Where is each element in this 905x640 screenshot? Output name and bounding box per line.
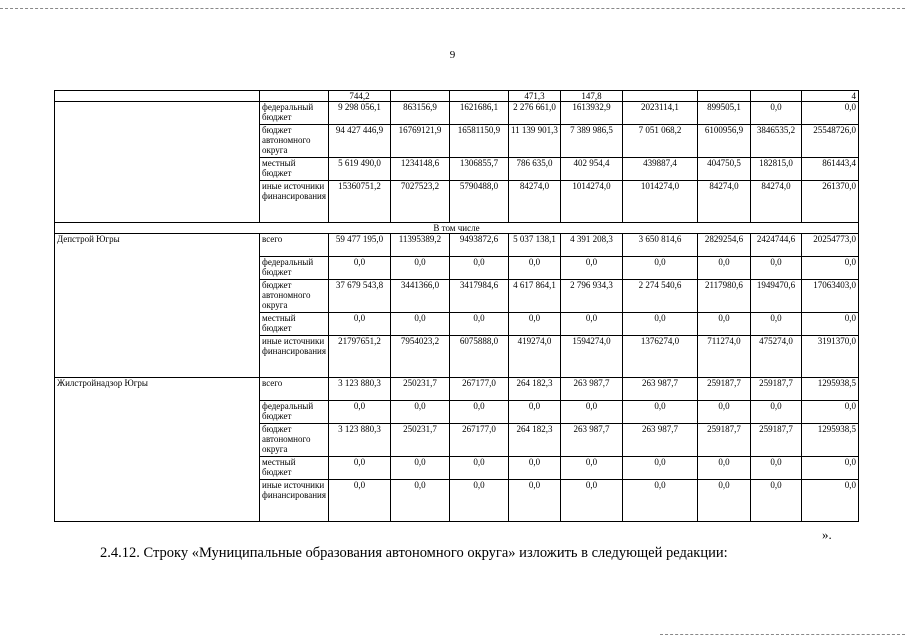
value-cell: 4 617 864,1 bbox=[508, 280, 560, 313]
value-cell: 0,0 bbox=[801, 457, 858, 480]
value-cell: 0,0 bbox=[560, 257, 622, 280]
value-cell: 3441366,0 bbox=[390, 280, 449, 313]
value-cell: 94 427 446,9 bbox=[328, 125, 390, 158]
value-cell: 261370,0 bbox=[801, 181, 858, 223]
value-cell: 0,0 bbox=[328, 257, 390, 280]
value-cell: 711274,0 bbox=[697, 336, 750, 378]
value-cell: 1949470,6 bbox=[750, 280, 801, 313]
value-cell: 1234148,6 bbox=[390, 158, 449, 181]
value-cell: 0,0 bbox=[328, 480, 390, 522]
value-cell: 0,0 bbox=[750, 257, 801, 280]
source-cell: местный бюджет bbox=[260, 158, 329, 181]
value-cell: 0,0 bbox=[801, 102, 858, 125]
value-cell: 863156,9 bbox=[390, 102, 449, 125]
value-cell: 1306855,7 bbox=[449, 158, 508, 181]
source-cell: бюджет автономного округа bbox=[260, 424, 329, 457]
value-cell: 5 037 138,1 bbox=[508, 234, 560, 257]
value-cell: 0,0 bbox=[560, 401, 622, 424]
value-cell: 3191370,0 bbox=[801, 336, 858, 378]
source-cell: федеральный бюджет bbox=[260, 257, 329, 280]
value-cell: 7 051 068,2 bbox=[622, 125, 697, 158]
closing-quote: ». bbox=[822, 527, 832, 542]
table-cell: 147,8 bbox=[560, 91, 622, 102]
value-cell: 2 276 661,0 bbox=[508, 102, 560, 125]
table-cell bbox=[697, 91, 750, 102]
value-cell: 0,0 bbox=[449, 257, 508, 280]
value-cell: 0,0 bbox=[328, 313, 390, 336]
value-cell: 7954023,2 bbox=[390, 336, 449, 378]
value-cell: 0,0 bbox=[508, 480, 560, 522]
source-cell: иные источники финансирования bbox=[260, 336, 329, 378]
value-cell: 259187,7 bbox=[697, 424, 750, 457]
value-cell: 0,0 bbox=[622, 457, 697, 480]
source-cell: иные источники финансирования bbox=[260, 181, 329, 223]
value-cell: 2117980,6 bbox=[697, 280, 750, 313]
value-cell: 0,0 bbox=[801, 401, 858, 424]
table-row bbox=[55, 102, 859, 125]
value-cell: 2 796 934,3 bbox=[560, 280, 622, 313]
value-cell: 786 635,0 bbox=[508, 158, 560, 181]
value-cell: 1376274,0 bbox=[622, 336, 697, 378]
value-cell: 0,0 bbox=[560, 313, 622, 336]
value-cell: 5 619 490,0 bbox=[328, 158, 390, 181]
value-cell: 2023114,1 bbox=[622, 102, 697, 125]
value-cell: 2829254,6 bbox=[697, 234, 750, 257]
table-cell: 471,3 bbox=[508, 91, 560, 102]
value-cell: 861443,4 bbox=[801, 158, 858, 181]
source-cell: местный бюджет bbox=[260, 457, 329, 480]
value-cell: 2 274 540,6 bbox=[622, 280, 697, 313]
table-cell bbox=[390, 91, 449, 102]
value-cell: 0,0 bbox=[449, 313, 508, 336]
value-cell: 250231,7 bbox=[390, 378, 449, 401]
value-cell: 0,0 bbox=[449, 401, 508, 424]
value-cell: 84274,0 bbox=[750, 181, 801, 223]
value-cell: 37 679 543,8 bbox=[328, 280, 390, 313]
value-cell: 59 477 195,0 bbox=[328, 234, 390, 257]
value-cell: 267177,0 bbox=[449, 424, 508, 457]
value-cell: 264 182,3 bbox=[508, 378, 560, 401]
value-cell: 263 987,7 bbox=[622, 424, 697, 457]
value-cell: 1613932,9 bbox=[560, 102, 622, 125]
table-cell bbox=[260, 91, 329, 102]
source-cell: всего bbox=[260, 234, 329, 257]
value-cell: 1295938,5 bbox=[801, 378, 858, 401]
value-cell: 3846535,2 bbox=[750, 125, 801, 158]
value-cell: 4 391 208,3 bbox=[560, 234, 622, 257]
value-cell: 17063403,0 bbox=[801, 280, 858, 313]
value-cell: 3 123 880,3 bbox=[328, 378, 390, 401]
value-cell: 2424744,6 bbox=[750, 234, 801, 257]
value-cell: 84274,0 bbox=[697, 181, 750, 223]
value-cell: 0,0 bbox=[697, 457, 750, 480]
value-cell: 0,0 bbox=[508, 313, 560, 336]
value-cell: 0,0 bbox=[750, 457, 801, 480]
value-cell: 0,0 bbox=[750, 313, 801, 336]
source-cell: федеральный бюджет bbox=[260, 102, 329, 125]
org-name-cell: Жилстройнадзор Югры bbox=[55, 378, 260, 522]
value-cell: 0,0 bbox=[560, 457, 622, 480]
budget-table-body bbox=[55, 91, 859, 522]
scan-bottom-edge bbox=[660, 634, 905, 635]
value-cell: 3 123 880,3 bbox=[328, 424, 390, 457]
value-cell: 0,0 bbox=[560, 480, 622, 522]
value-cell: 404750,5 bbox=[697, 158, 750, 181]
value-cell: 0,0 bbox=[328, 401, 390, 424]
value-cell: 0,0 bbox=[801, 313, 858, 336]
value-cell: 0,0 bbox=[390, 480, 449, 522]
value-cell: 16769121,9 bbox=[390, 125, 449, 158]
value-cell: 0,0 bbox=[750, 102, 801, 125]
value-cell: 0,0 bbox=[508, 257, 560, 280]
value-cell: 475274,0 bbox=[750, 336, 801, 378]
table-cell: 744,2 bbox=[328, 91, 390, 102]
value-cell: 0,0 bbox=[801, 257, 858, 280]
value-cell: 25548726,0 bbox=[801, 125, 858, 158]
value-cell: 84274,0 bbox=[508, 181, 560, 223]
value-cell: 0,0 bbox=[801, 480, 858, 522]
value-cell: 250231,7 bbox=[390, 424, 449, 457]
value-cell: 7027523,2 bbox=[390, 181, 449, 223]
value-cell: 1621686,1 bbox=[449, 102, 508, 125]
table-cell bbox=[750, 91, 801, 102]
value-cell: 1594274,0 bbox=[560, 336, 622, 378]
table-cell: 4 bbox=[801, 91, 858, 102]
value-cell: 439887,4 bbox=[622, 158, 697, 181]
value-cell: 0,0 bbox=[622, 257, 697, 280]
source-cell: бюджет автономного округа bbox=[260, 125, 329, 158]
table-row bbox=[55, 91, 859, 102]
value-cell: 21797651,2 bbox=[328, 336, 390, 378]
value-cell: 0,0 bbox=[697, 257, 750, 280]
value-cell: 0,0 bbox=[390, 457, 449, 480]
value-cell: 9 298 056,1 bbox=[328, 102, 390, 125]
value-cell: 264 182,3 bbox=[508, 424, 560, 457]
value-cell: 259187,7 bbox=[750, 424, 801, 457]
value-cell: 3 650 814,6 bbox=[622, 234, 697, 257]
value-cell: 1014274,0 bbox=[560, 181, 622, 223]
value-cell: 899505,1 bbox=[697, 102, 750, 125]
value-cell: 0,0 bbox=[750, 401, 801, 424]
value-cell: 0,0 bbox=[390, 257, 449, 280]
source-cell: бюджет автономного округа bbox=[260, 280, 329, 313]
table-row bbox=[55, 378, 859, 401]
value-cell: 0,0 bbox=[390, 313, 449, 336]
table-cell bbox=[449, 91, 508, 102]
value-cell: 5790488,0 bbox=[449, 181, 508, 223]
value-cell: 263 987,7 bbox=[622, 378, 697, 401]
value-cell: 1295938,5 bbox=[801, 424, 858, 457]
value-cell: 3417984,6 bbox=[449, 280, 508, 313]
table-row bbox=[55, 223, 859, 234]
value-cell: 402 954,4 bbox=[560, 158, 622, 181]
value-cell: 0,0 bbox=[697, 480, 750, 522]
in-total-label: В том числе bbox=[55, 223, 859, 234]
value-cell: 419274,0 bbox=[508, 336, 560, 378]
source-cell: местный бюджет bbox=[260, 313, 329, 336]
value-cell: 259187,7 bbox=[697, 378, 750, 401]
value-cell: 0,0 bbox=[697, 313, 750, 336]
value-cell: 0,0 bbox=[622, 313, 697, 336]
table-cell bbox=[55, 91, 260, 102]
table-cell bbox=[622, 91, 697, 102]
value-cell: 1014274,0 bbox=[622, 181, 697, 223]
value-cell: 0,0 bbox=[328, 457, 390, 480]
scan-top-edge bbox=[0, 8, 905, 9]
value-cell: 16581150,9 bbox=[449, 125, 508, 158]
budget-table bbox=[54, 90, 859, 522]
value-cell: 0,0 bbox=[449, 457, 508, 480]
value-cell: 9493872,6 bbox=[449, 234, 508, 257]
table-row bbox=[55, 234, 859, 257]
value-cell: 0,0 bbox=[390, 401, 449, 424]
value-cell: 263 987,7 bbox=[560, 424, 622, 457]
value-cell: 0,0 bbox=[508, 401, 560, 424]
value-cell: 6100956,9 bbox=[697, 125, 750, 158]
value-cell: 0,0 bbox=[449, 480, 508, 522]
value-cell: 0,0 bbox=[622, 401, 697, 424]
value-cell: 6075888,0 bbox=[449, 336, 508, 378]
value-cell: 0,0 bbox=[697, 401, 750, 424]
value-cell: 0,0 bbox=[750, 480, 801, 522]
value-cell: 11395389,2 bbox=[390, 234, 449, 257]
value-cell: 11 139 901,3 bbox=[508, 125, 560, 158]
page-number: 9 bbox=[449, 49, 456, 61]
org-name-cell bbox=[55, 102, 260, 223]
value-cell: 7 389 986,5 bbox=[560, 125, 622, 158]
value-cell: 20254773,0 bbox=[801, 234, 858, 257]
value-cell: 263 987,7 bbox=[560, 378, 622, 401]
value-cell: 15360751,2 bbox=[328, 181, 390, 223]
source-cell: федеральный бюджет bbox=[260, 401, 329, 424]
paragraph-2-4-12: 2.4.12. Строку «Муниципальные образования автономного округа» изложить в следующей редакции: bbox=[100, 545, 728, 561]
value-cell: 259187,7 bbox=[750, 378, 801, 401]
value-cell: 267177,0 bbox=[449, 378, 508, 401]
value-cell: 0,0 bbox=[622, 480, 697, 522]
source-cell: всего bbox=[260, 378, 329, 401]
value-cell: 182815,0 bbox=[750, 158, 801, 181]
value-cell: 0,0 bbox=[508, 457, 560, 480]
source-cell: иные источники финансирования bbox=[260, 480, 329, 522]
org-name-cell: Депстрой Югры bbox=[55, 234, 260, 378]
